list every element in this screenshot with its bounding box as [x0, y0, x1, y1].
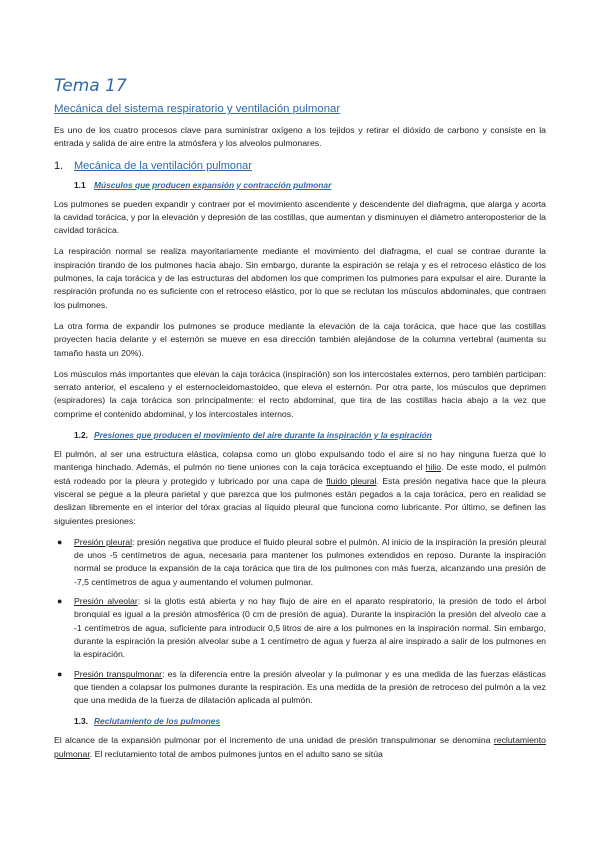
document-title: Tema 17: [54, 76, 127, 96]
list-term: Presión alveolar: [74, 596, 138, 607]
bullet-icon: ●: [57, 596, 63, 607]
section-1-3-heading: [74, 715, 546, 727]
subsection-title: Músculos que producen expansión y contracción pulmonar: [94, 179, 332, 190]
section-1-1-heading: [74, 179, 546, 191]
subsection-number: 1.1: [74, 179, 86, 190]
document-page: [54, 76, 546, 769]
subsection-number: 1.3.: [74, 716, 88, 727]
document-subtitle: Mecánica del sistema respiratorio y ventilación pulmonar: [54, 103, 341, 115]
paragraph: [54, 734, 546, 761]
list-text: : si la glotis está abierta y no hay flujo de aire en el aparato respiratorio, la presión de todo el árbol bronquial es igual a la presión atmosférica (0 cm de presión de agua). Durante la inspiración la presión del alveolo cae a -1 centímetros de agua, suficiente para introducir 0,5 litros de aire a los pulmones en la inspiración normal. Sin embargo, durante la espiración la presión alveolar sube a 1 centímetro de agua y fuerza al aire inspirado a salir de los pulmones en la espiración.: [74, 596, 546, 660]
section-title: Mecánica de la ventilación pulmonar: [74, 159, 252, 172]
pressure-list: [54, 536, 546, 708]
paragraph: La otra forma de expandir los pulmones se produce mediante la elevación de la caja torácica, que hace que las costillas proyecten hacia delante y el esternón se mueve en esa dirección también alejándose de la columna vertebral (aumenta su tamaño hasta un 20%).: [54, 320, 546, 358]
subsection-title: Reclutamiento de los pulmones: [94, 716, 221, 727]
paragraph: Los pulmones se pueden expandir y contraer por el movimiento ascendente y descendente del diafragma, que alarga y acorta la cavidad torácica, y por la elevación y depresión de las costillas, que aumentan y disminuyen el diámetro anteroposterior de la cavidad torácica.: [54, 198, 546, 236]
bullet-icon: ●: [57, 668, 63, 679]
section-1-2-heading: [74, 429, 546, 441]
text-run: . De este modo, el pulmón está rodeado por la pleura y protegido y lubricado por una capa de: [54, 462, 546, 486]
intro-paragraph: Es uno de los cuatro procesos clave para suministrar oxígeno a los tejidos y retirar el dióxido de carbono y consiste en la entrada y salida de aire entre la atmósfera y los alveolos pulmonares.: [54, 125, 546, 149]
section-1-heading: [54, 159, 546, 173]
term-reclutamiento-pulmonar: reclutamiento pulmonar: [54, 735, 546, 759]
text-run: . Esta presión negativa hace que la pleura visceral se pegue a la pleura parietal y que parezca que los pulmones están pegados a la caja torácica, pero en realidad se deslizan libremente en el interior del tórax gracias al líquido pleural que funciona como lubricante. Por último, se definen las siguientes presiones:: [54, 475, 546, 526]
text-run: El alcance de la expansión pulmonar por el incremento de una unidad de presión transpulmonar se denomina: [54, 735, 494, 746]
paragraph: [54, 448, 546, 528]
list-text: : presión negativa que produce el fluido pleural sobre el pulmón. Al inicio de la inspiración la presión pleural de unos -5 centímetros de agua, necesaria para mantener los pulmones extendidos en reposo. Durante la inspiración normal se produce la expansión de la caja torácica que tira de los pulmones con más fuerza, alcanzando una presión de -7,5 centímetros de agua y aumentando el volumen pulmonar.: [74, 536, 546, 587]
list-item: [54, 536, 546, 589]
bullet-icon: ●: [57, 536, 63, 547]
text-run: El pulmón, al ser una estructura elástica, colapsa como un globo expulsando todo el aire si no hay ninguna fuerza que lo mantenga hinchado. Además, el pulmón no tiene uniones con la caja torácica exceptuando el: [54, 449, 546, 473]
list-item: [54, 595, 546, 661]
term-fluido-pleural: fluido pleural: [326, 475, 377, 486]
term-hilio: hilio: [425, 462, 442, 473]
text-run: . El reclutamiento total de ambos pulmones juntos en el adulto sano se sitúa: [89, 748, 383, 759]
list-text: : es la diferencia entre la presión alveolar y la pulmonar y es una medida de las fuerzas elásticas que tienden a colapsar los pulmones durante la respiración. Es una medida de la presión de retroceso del pulmón a la vez que una medida de la fuerza de dilatación aplicada al pulmón.: [74, 668, 546, 706]
list-term: Presión transpulmonar: [74, 668, 163, 679]
paragraph: La respiración normal se realiza mayoritariamente mediante el movimiento del diafragma, el cual se contrae durante la inspiración tirando de los pulmones hacia abajo. Sin embargo, durante la espiración se relaja y es el retroceso elástico de los pulmones, la caja torácica y de las estructuras del abdomen los que comprimen los pulmones para expulsar el aire. Durante la respiración profunda no es suficiente con el retroceso elástico, por lo que se reclutan los músculos abdominales, que contraen los pulmones.: [54, 246, 546, 310]
list-item: [54, 668, 546, 708]
paragraph: Los músculos más importantes que elevan la caja torácica (inspiración) son los intercostales externos, pero también participan: serrato anterior, el escaleno y el esternocleidomastoideo, que eleva el esternón. Por otra parte, los músculos que deprimen (espiradores) la caja torácica son principalmente: el recto abdominal, que tira de las costillas hacia abajo a la vez que comprime el contenido abdominal, y los intercostales internos.: [54, 368, 546, 419]
section-number: 1.: [54, 159, 64, 172]
subsection-title: Presiones que producen el movimiento del aire durante la inspiración y la espiración: [94, 430, 432, 441]
list-term: Presión pleural: [74, 536, 133, 547]
subsection-number: 1.2.: [74, 430, 88, 441]
